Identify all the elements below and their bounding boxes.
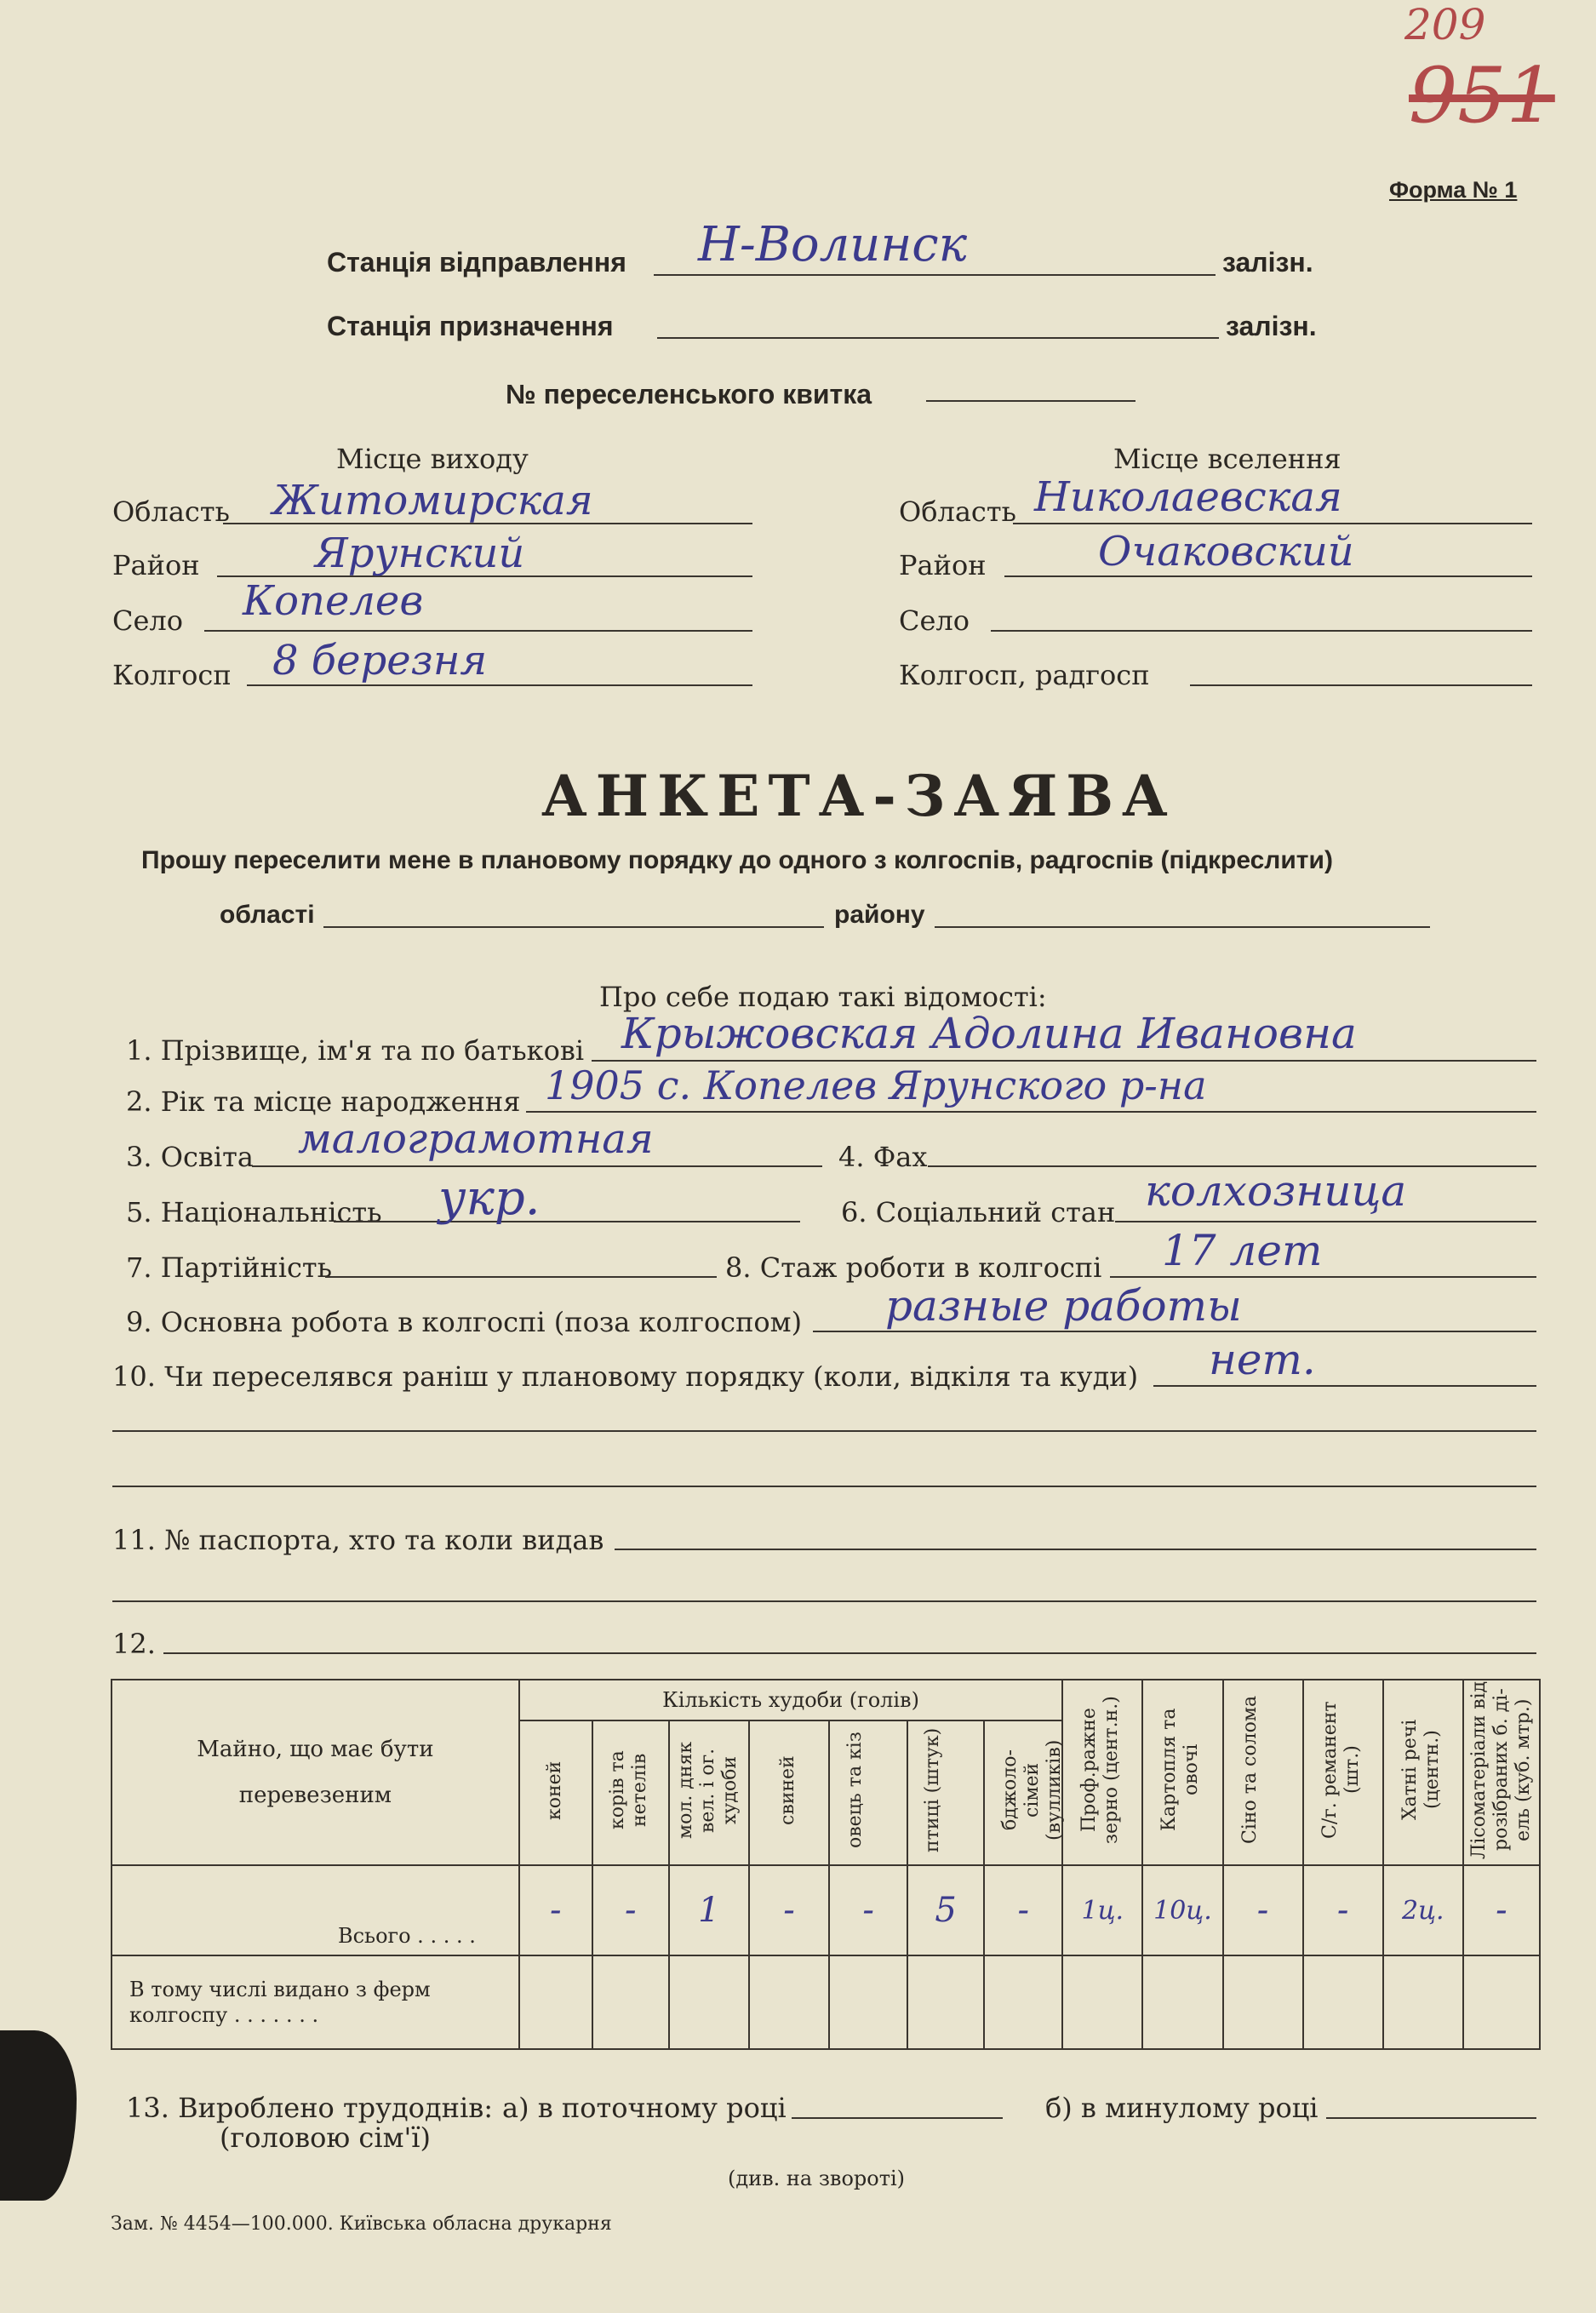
q10-extra-line-1 (112, 1430, 1536, 1432)
origin-kolhosp-line (247, 684, 752, 686)
col-label-9: Картопля та овочі (1158, 1708, 1203, 1832)
destination-oblast-value: Николаевская (1034, 473, 1342, 521)
total-value-7: - (1017, 1891, 1029, 1930)
livestock-header-cell (519, 1680, 1062, 1720)
total-value-12: 2ц. (1402, 1895, 1444, 1926)
q12-label: 12. (112, 1628, 156, 1660)
origin-selo-label: Село (112, 604, 184, 637)
property-label: Майно, що має бути перевезеним (197, 1737, 434, 1808)
origin-raion-label: Район (112, 549, 200, 581)
total-cell-11 (1303, 1865, 1383, 1955)
col-label-5: овець та кіз (844, 1732, 867, 1849)
total-cell-4 (749, 1865, 829, 1955)
col-label-13: Лісоматеріали від розібраних б. ді-ель (куб. мтр.) (1467, 1680, 1534, 1859)
total-value-4: - (783, 1891, 795, 1930)
q13-previous-label: б) в минулому році (1045, 2092, 1319, 2124)
col-label-2: корів та нетелів (606, 1750, 650, 1830)
farm-cell-2 (592, 1955, 669, 2049)
intro-text: Про себе подаю такі відомості: (599, 981, 1047, 1013)
farm-cell-6 (907, 1955, 984, 2049)
col-label-4: свиней (777, 1755, 798, 1825)
livestock-header: Кількість худоби (голів) (662, 1687, 919, 1712)
q2-label: 2. Рік та місце народження (126, 1085, 521, 1118)
total-cell-6 (907, 1865, 984, 1955)
property-table (111, 1679, 1541, 2050)
destination-raion-line (1004, 575, 1532, 577)
q13-previous-line (1326, 2117, 1536, 2119)
origin-kolhosp-value: 8 березня (272, 637, 488, 684)
farm-cell-11 (1303, 1955, 1383, 2049)
form-title: АНКЕТА-ЗАЯВА (541, 763, 1176, 829)
q6-value: колхозница (1145, 1166, 1407, 1216)
ticket-label: № переселенського квитка (506, 379, 872, 409)
request-raion-label: району (834, 901, 925, 929)
q3-value: малограмотная (298, 1115, 654, 1163)
q1-line (592, 1060, 1536, 1062)
q10-extra-line-2 (112, 1486, 1536, 1487)
col-header-7 (984, 1720, 1066, 1865)
origin-oblast-label: Область (112, 495, 230, 528)
q9-label: 9. Основна робота в колгоспі (поза колгоспом) (126, 1306, 803, 1338)
col-label-6: птиці (штук) (922, 1727, 944, 1852)
destination-oblast-line (1013, 523, 1532, 524)
see-back-note: (див. на звороті) (728, 2167, 906, 2190)
farm-cell-9 (1142, 1955, 1222, 2049)
q3-label: 3. Освіта (126, 1141, 254, 1173)
origin-kolhosp-label: Колгосп (112, 659, 232, 691)
ticket-line (926, 400, 1136, 402)
q5-line (334, 1221, 800, 1222)
q8-line (1110, 1276, 1536, 1278)
farm-cell-3 (669, 1955, 749, 2049)
col-header-1 (519, 1720, 592, 1865)
farm-cell-13 (1463, 1955, 1540, 2049)
q7-line (325, 1276, 717, 1278)
total-cell-8 (1062, 1865, 1142, 1955)
total-label: Всього . . . . . (337, 1924, 476, 1948)
total-value-6: 5 (935, 1891, 957, 1930)
destination-heading: Місце вселення (1113, 443, 1341, 475)
q11-extra-line (112, 1600, 1536, 1602)
q2-line (526, 1111, 1536, 1113)
origin-oblast-value: Житомирская (272, 477, 593, 524)
farm-cell-7 (984, 1955, 1062, 2049)
origin-selo-value: Копелев (243, 577, 424, 625)
request-oblast-label: області (220, 901, 315, 929)
col-header-2 (592, 1720, 669, 1865)
q6-label: 6. Соціальний стан (841, 1196, 1116, 1228)
total-label-cell (112, 1865, 519, 1955)
departure-line (654, 274, 1216, 276)
q4-label: 4. Фах (838, 1141, 928, 1173)
form-number: Форма № 1 (1389, 177, 1518, 203)
col-header-9 (1142, 1680, 1222, 1865)
departure-label: Станція відправлення (327, 247, 626, 278)
farm-cell-8 (1062, 1955, 1142, 2049)
destination-raion-value: Очаковский (1098, 528, 1354, 575)
q1-label: 1. Прізвище, ім'я та по батькові (126, 1034, 585, 1067)
total-cell-10 (1223, 1865, 1303, 1955)
farm-cell-10 (1223, 1955, 1303, 2049)
total-cell-2 (592, 1865, 669, 1955)
col-label-1: коней (543, 1761, 565, 1820)
farm-label-cell (112, 1955, 519, 2049)
farm-row (112, 1955, 1540, 2049)
total-cell-12 (1383, 1865, 1463, 1955)
printer-imprint: Зам. № 4454—100.000. Київська обласна друкарня (111, 2213, 612, 2235)
request-oblast-line (323, 926, 824, 928)
departure-value: Н-Волинск (698, 217, 968, 272)
farm-label: В тому числі видано з ферм колгоспу . . . . . . . (129, 1978, 431, 2027)
col-header-8 (1062, 1680, 1142, 1865)
q1-value: Крыжовская Адолина Ивановна (621, 1009, 1357, 1058)
total-cell-13 (1463, 1865, 1540, 1955)
q13-sub: (головою сім'ї) (220, 2121, 431, 2154)
destination-selo-label: Село (899, 604, 970, 637)
col-header-10 (1223, 1680, 1303, 1865)
request-text: Прошу переселити мене в плановому порядку до одного з колгоспів, радгоспів (підкреслити) (141, 846, 1333, 874)
q2-value: 1905 с. Копелев Ярунского р-на (545, 1062, 1207, 1108)
destination-kolhosp-label: Колгосп, радгосп (899, 659, 1150, 691)
col-header-3 (669, 1720, 749, 1865)
origin-selo-line (204, 630, 752, 632)
destination-oblast-label: Область (899, 495, 1016, 528)
total-value-11: - (1336, 1891, 1349, 1930)
total-cell-3 (669, 1865, 749, 1955)
torn-edge-stain (0, 2030, 77, 2201)
col-label-7: бджоло-сімей (вулликів) (999, 1739, 1066, 1841)
origin-heading: Місце виходу (336, 443, 529, 475)
q11-label: 11. № паспорта, хто та коли видав (112, 1524, 604, 1556)
farm-cell-5 (829, 1955, 907, 2049)
total-cell-1 (519, 1865, 592, 1955)
origin-raion-value: Ярунский (315, 530, 525, 577)
q11-line (615, 1549, 1536, 1550)
q13-current-label: а) в поточному році (502, 2092, 787, 2124)
total-cell-9 (1142, 1865, 1222, 1955)
q6-line (1115, 1221, 1536, 1222)
q10-value: нет. (1209, 1335, 1316, 1384)
farm-cell-12 (1383, 1955, 1463, 2049)
q5-label: 5. Національність (126, 1196, 382, 1228)
total-value-9: 10ц. (1153, 1895, 1212, 1926)
col-header-6 (907, 1720, 984, 1865)
total-value-3: 1 (698, 1891, 720, 1930)
total-value-13: - (1496, 1891, 1507, 1930)
q12-line (163, 1652, 1536, 1654)
archive-number-mark: 209 (1404, 0, 1486, 49)
col-header-5 (829, 1720, 907, 1865)
q3-line (252, 1165, 822, 1167)
col-label-10: Сіно та солома (1238, 1695, 1261, 1845)
col-header-4 (749, 1720, 829, 1865)
col-header-11 (1303, 1680, 1383, 1865)
col-header-13 (1463, 1680, 1540, 1865)
col-label-12: Хатні речі (центн.) (1399, 1719, 1443, 1821)
q5-value: укр. (438, 1171, 541, 1226)
total-cell-7 (984, 1865, 1062, 1955)
destination-label: Станція призначення (327, 311, 614, 341)
total-value-1: - (550, 1891, 562, 1930)
request-raion-line (935, 926, 1430, 928)
q13-current-line (792, 2117, 1003, 2119)
col-label-8: Проф.ражне зерно (цент.н.) (1078, 1696, 1123, 1844)
destination-kolhosp-line (1190, 684, 1532, 686)
destination-raion-label: Район (899, 549, 987, 581)
total-value-5: - (862, 1891, 874, 1930)
total-cell-5 (829, 1865, 907, 1955)
q8-value: 17 лет (1162, 1226, 1323, 1275)
destination-suffix: залізн. (1226, 311, 1317, 341)
col-header-12 (1383, 1680, 1463, 1865)
q9-value: разные работы (885, 1281, 1242, 1331)
property-label-cell (112, 1680, 519, 1865)
q13-label: 13. Вироблено трудоднів: (126, 2092, 493, 2124)
q10-label: 10. Чи переселявся раніш у плановому порядку (коли, відкіля та куди) (112, 1360, 1139, 1393)
q9-line (813, 1331, 1536, 1332)
farm-cell-4 (749, 1955, 829, 2049)
departure-suffix: залізн. (1222, 247, 1313, 278)
total-row (112, 1865, 1540, 1955)
col-label-11: С/г. реманент (шт.) (1319, 1701, 1363, 1839)
total-value-10: - (1256, 1891, 1269, 1930)
q8-label: 8. Стаж роботи в колгоспі (725, 1251, 1102, 1284)
archive-number-struck: 951 (1409, 51, 1555, 140)
col-label-3: мол. дняк вел. і ог. худоби (674, 1741, 741, 1839)
q10-line (1153, 1385, 1536, 1387)
total-value-2: - (625, 1891, 637, 1930)
total-value-8: 1ц. (1081, 1895, 1124, 1926)
farm-cell-1 (519, 1955, 592, 2049)
q7-label: 7. Партійність (126, 1251, 333, 1284)
destination-line (657, 337, 1219, 339)
destination-selo-line (991, 630, 1532, 632)
